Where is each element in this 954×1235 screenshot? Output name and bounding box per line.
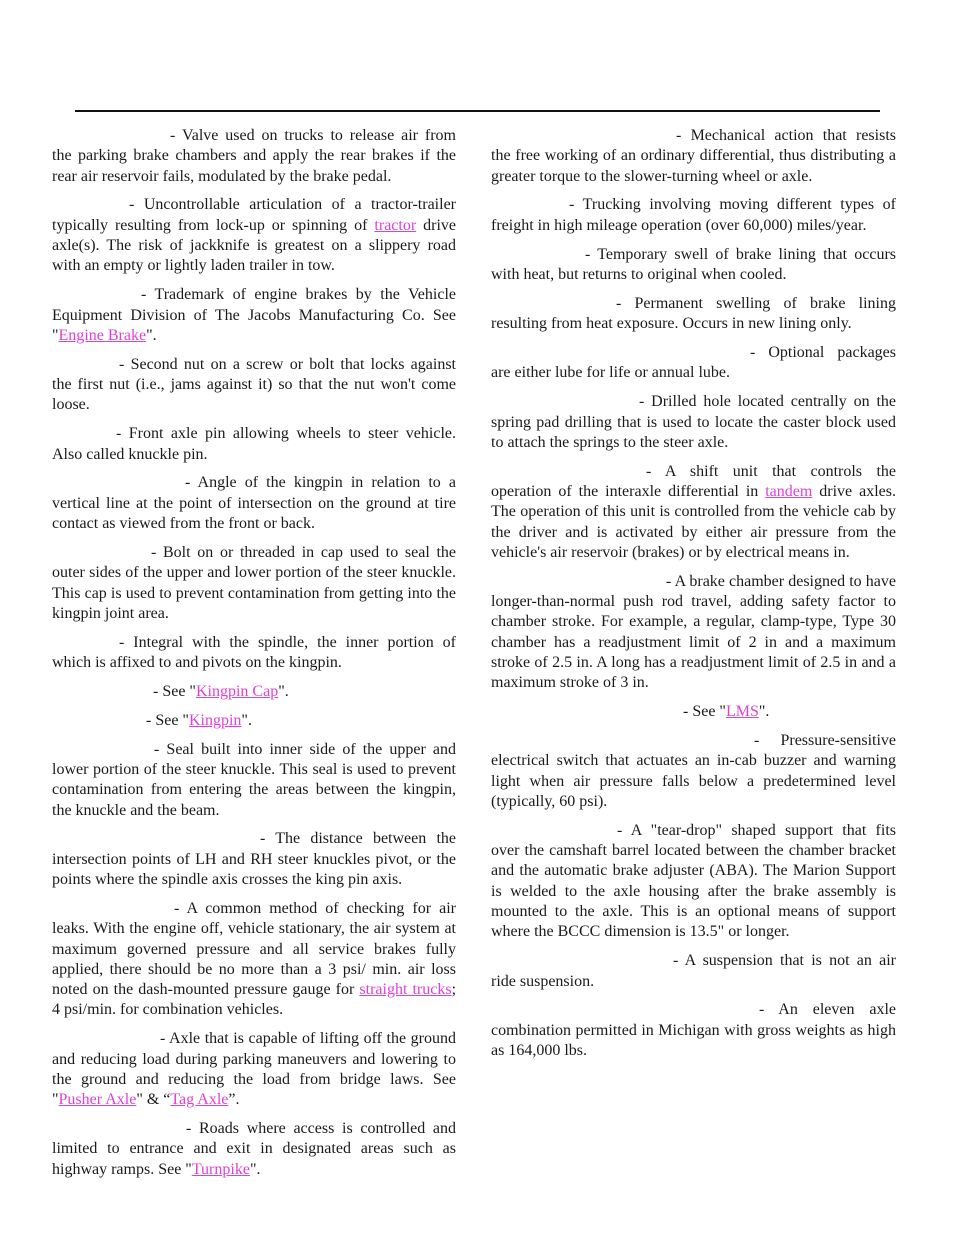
- entry-definition: ".: [241, 711, 252, 729]
- link-engine-brake[interactable]: Engine Brake: [58, 326, 147, 344]
- link-kingpin[interactable]: Kingpin: [188, 711, 242, 729]
- glossary-entry: [52, 424, 456, 465]
- glossary-entry: [52, 899, 456, 1021]
- entry-definition: - Trademark of engine brakes by the Vehicle Equipment Division of The Jacobs Manufacturing Co. See ": [52, 286, 456, 344]
- entry-definition: ".: [146, 326, 157, 344]
- entry-definition: - See ": [153, 682, 196, 700]
- glossary-entry: [52, 355, 456, 416]
- entry-definition: - Permanent swelling of brake lining resulting from heat exposure. Occurs in new lining only.: [491, 294, 896, 333]
- entry-definition: - Integral with the spindle, the inner portion of which is affixed to and pivots on the kingpin.: [52, 633, 456, 671]
- glossary-entry: [491, 392, 896, 453]
- entry-definition: - A common method of checking for air leaks. With the engine off, vehicle stationary, the air system at maximum governed pressure and all service brakes fully applied, there should be no more than a 3 psi/ min. air loss noted on the dash-mounted pressure gauge for: [52, 899, 456, 999]
- glossary-entry: [52, 195, 456, 276]
- entry-definition: drive axle(s). The risk of jackknife is greatest on a slippery road with an empty or lightly laden trailer in tow.: [52, 216, 457, 275]
- glossary-entry: [52, 829, 456, 890]
- link-tandem[interactable]: tandem: [765, 483, 813, 501]
- glossary-entry: [491, 245, 896, 286]
- entry-definition: - Valve used on trucks to release air from the parking brake chambers and apply the rear brakes if the rear air reservoir fails, modulated by the brake pedal.: [52, 127, 456, 185]
- entry-definition: - A "tear-drop" shaped support that fits over the camshaft barrel located between the chamber bracket and the automatic brake adjuster (ABA). The Marion Support is welded to the axle housing after the brake assembly is mounted to the axle. This is an optional means of support where the BCCC dimension is 13.5" or longer.: [491, 821, 896, 941]
- entry-definition: - Front axle pin allowing wheels to steer vehicle. Also called knuckle pin.: [52, 425, 456, 463]
- glossary-entry: [52, 1119, 456, 1180]
- entry-definition: - See ": [683, 703, 726, 721]
- glossary-entry: [491, 572, 896, 694]
- entry-definition: ”.: [228, 1091, 240, 1109]
- glossary-entry: [491, 343, 896, 384]
- entry-definition: - Angle of the kingpin in relation to a vertical line at the point of intersection on the ground at tire contact as viewed from the front or back.: [52, 474, 456, 533]
- glossary-entry: [491, 294, 896, 335]
- entry-definition: - Drilled hole located centrally on the spring pad drilling that is used to locate the caster block used to attach the springs to the steer axle.: [491, 393, 896, 451]
- link-straight-trucks[interactable]: straight trucks: [359, 981, 452, 999]
- entry-definition: - Uncontrollable articulation of a tractor-trailer typically resulting from lock-up or spinning of: [52, 196, 456, 234]
- glossary-entry: [491, 821, 896, 943]
- glossary-entry: [52, 740, 456, 821]
- glossary-entry: [491, 462, 896, 563]
- link-kingpin-cap[interactable]: Kingpin Cap: [195, 682, 279, 700]
- entry-definition: " & “: [136, 1091, 171, 1109]
- glossary-entry: [491, 702, 896, 722]
- entry-definition: - See ": [146, 711, 189, 729]
- entry-definition: ".: [758, 703, 770, 721]
- entry-definition: - Mechanical action that resists the free working of an ordinary differential, thus distributing a greater torque to the slower-turning wheel or axle.: [491, 127, 896, 185]
- entry-definition: - Axle that is capable of lifting off the ground and reducing load during parking maneuvers and lowering to the ground and reducing the load from bridge laws. See ": [52, 1030, 456, 1109]
- entry-definition: - Second nut on a screw or bolt that locks against the first nut (i.e., jams against it) so that the nut won't come loose.: [52, 355, 456, 414]
- glossary-entry: [491, 951, 896, 992]
- glossary-entry: [52, 126, 456, 187]
- entry-definition: - Trucking involving moving different types of freight in high mileage operation (over 60,000) miles/year.: [491, 196, 896, 234]
- entry-definition: ".: [278, 682, 289, 700]
- entry-definition: - The distance between the intersection points of LH and RH steer knuckles pivot, or the points where the spindle axis crosses the king pin axis.: [52, 830, 456, 889]
- right-column: [491, 126, 896, 1070]
- entry-definition: - A shift unit that controls the operation of the interaxle differential in: [491, 462, 896, 501]
- glossary-entry: [52, 543, 456, 624]
- glossary-entry: [52, 633, 456, 674]
- entry-definition: - Pressure-sensitive electrical switch that actuates an in-cab buzzer and warning light when air pressure falls below a predetermined level (typically, 60 psi).: [491, 732, 896, 810]
- entry-definition: drive axles. The operation of this unit is controlled from the vehicle cab by the driver and is activated by either air pressure from the vehicle's air reservoir (brakes) or by electrical means in.: [491, 483, 896, 561]
- glossary-entry: [491, 731, 896, 812]
- entry-definition: ".: [249, 1160, 261, 1178]
- glossary-entry: [52, 1029, 456, 1110]
- entry-definition: - An eleven axle combination permitted in Michigan with gross weights as high as 164,000 lbs.: [491, 1001, 896, 1059]
- glossary-entry: [52, 473, 456, 534]
- entry-definition: ; 4 psi/min. for combination vehicles.: [52, 981, 457, 1019]
- link-tag-axle[interactable]: Tag Axle: [170, 1091, 229, 1109]
- link-lms[interactable]: LMS: [725, 703, 759, 721]
- header-rule: [75, 110, 880, 112]
- entry-definition: - A brake chamber designed to have longer-than-normal push rod travel, adding safety factor to chamber stroke. For example, a regular, clamp-type, Type 30 chamber has a readjustment limit of 2 in and a maximum stroke of 2.5 in. A long has a readjustment limit of 2.5 in and a maximum stroke of 3 in.: [491, 572, 896, 692]
- entry-definition: - Temporary swell of brake lining that occurs with heat, but returns to original when cooled.: [491, 245, 896, 283]
- link-pusher-axle[interactable]: Pusher Axle: [58, 1091, 137, 1109]
- glossary-entry: [491, 1000, 896, 1061]
- entry-definition: - Optional packages are either lube for life or annual lube.: [491, 344, 896, 382]
- entry-definition: - Seal built into inner side of the upper and lower portion of the steer knuckle. This seal is used to prevent contamination from entering the areas between the kingpin, the knuckle and the beam.: [52, 740, 456, 819]
- entry-definition: - Roads where access is controlled and limited to entrance and exit in designated areas such as highway ramps. See ": [52, 1120, 456, 1178]
- link-tractor[interactable]: tractor: [374, 216, 417, 234]
- glossary-entry: [52, 285, 456, 346]
- link-turnpike[interactable]: Turnpike: [191, 1160, 250, 1178]
- entry-definition: - A suspension that is not an air ride suspension.: [491, 952, 896, 990]
- entry-definition: - Bolt on or threaded in cap used to seal the outer sides of the upper and lower portion of the steer knuckle. This cap is used to prevent contamination from getting into the kingpin joint area.: [52, 543, 456, 622]
- glossary-entry: [52, 682, 456, 702]
- left-column: [52, 126, 456, 1189]
- glossary-entry: [491, 195, 896, 236]
- glossary-entry: [491, 126, 896, 187]
- glossary-entry: [52, 711, 456, 731]
